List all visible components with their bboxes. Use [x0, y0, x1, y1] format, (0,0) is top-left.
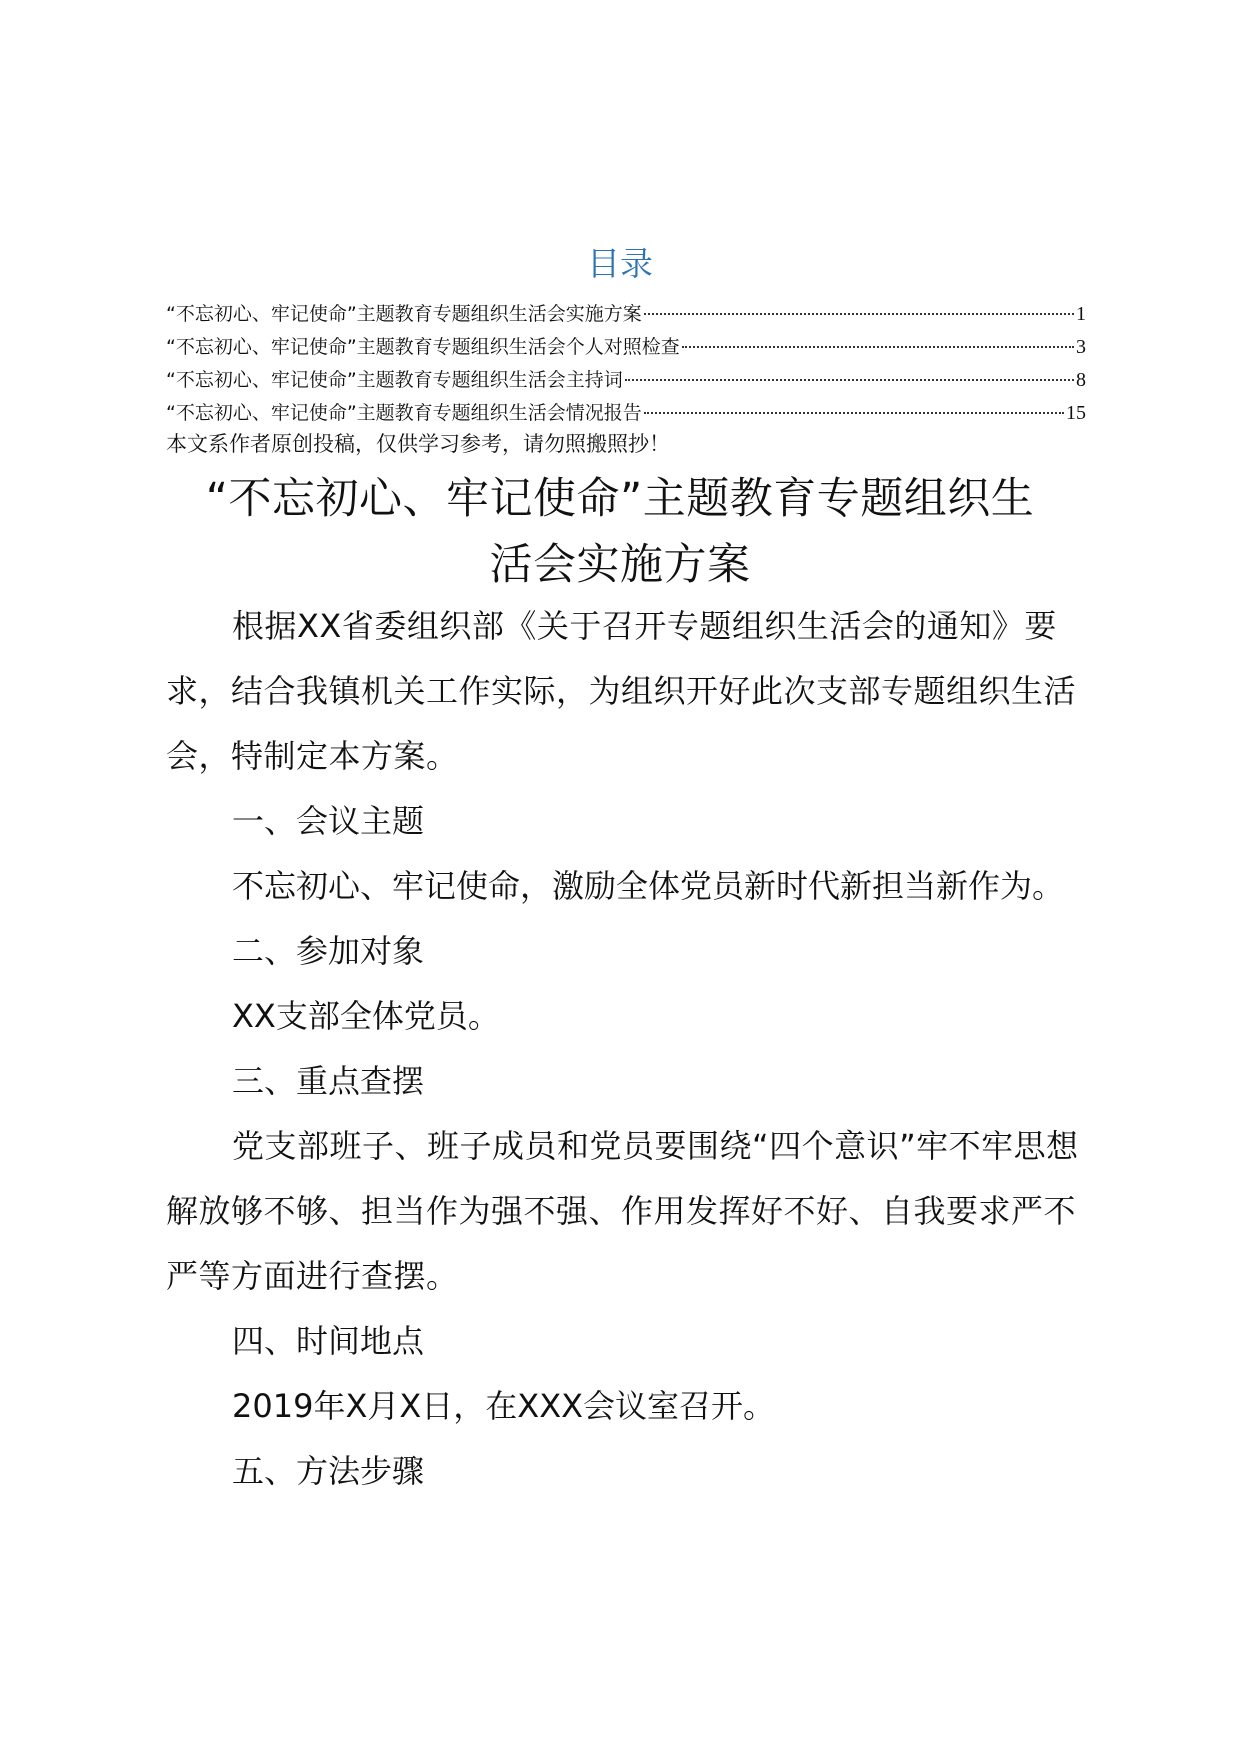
toc-entry-page: 15 — [1066, 402, 1086, 424]
author-notice: 本文系作者原创投稿，仅供学习参考，请勿照搬照抄！ — [166, 432, 670, 456]
toc-entry-title: “不忘初心、牢记使命”主题教育专题组织生活会情况报告 — [166, 402, 642, 424]
toc-entry[interactable] — [166, 364, 1086, 397]
section-heading: 五、方法步骤 — [232, 1452, 425, 1490]
section-heading: 四、时间地点 — [232, 1322, 425, 1360]
toc-entry-page: 1 — [1076, 303, 1086, 325]
toc-leader-dots — [644, 412, 1064, 414]
document-title-line-1: “不忘初心、牢记使命”主题教育专题组织生 — [205, 474, 1035, 524]
table-of-contents — [166, 298, 1086, 430]
toc-entry[interactable] — [166, 298, 1086, 331]
document-title — [150, 466, 1090, 598]
section-text: 2019年X月X日，在XXX会议室召开。 — [232, 1387, 776, 1425]
section-text: 不忘初心、牢记使命，激励全体党员新时代新担当新作为。 — [232, 867, 1065, 905]
toc-leader-dots — [682, 346, 1074, 348]
document-title-line-2: 活会实施方案 — [489, 540, 751, 590]
toc-entry-page: 8 — [1076, 369, 1086, 391]
toc-entry-title: “不忘初心、牢记使命”主题教育专题组织生活会个人对照检查 — [166, 336, 680, 358]
toc-leader-dots — [644, 313, 1074, 315]
section-heading: 一、会议主题 — [232, 802, 425, 840]
toc-entry-title: “不忘初心、牢记使命”主题教育专题组织生活会主持词 — [166, 369, 623, 391]
toc-entry-title: “不忘初心、牢记使命”主题教育专题组织生活会实施方案 — [166, 303, 642, 325]
toc-entry-page: 3 — [1076, 336, 1086, 358]
toc-entry[interactable] — [166, 331, 1086, 364]
toc-leader-dots — [625, 379, 1074, 381]
section-text: XX支部全体党员。 — [232, 997, 500, 1035]
section-text: 党支部班子、班子成员和党员要围绕“四个意识”牢不牢思想解放够不够、担当作为强不强、作用发挥好不好、自我要求严不严等方面进行查摆。 — [166, 1127, 1079, 1295]
toc-entry[interactable] — [166, 397, 1086, 430]
toc-title: 目录 — [587, 244, 653, 283]
section-heading: 二、参加对象 — [232, 932, 425, 970]
intro-paragraph: 根据XX省委组织部《关于召开专题组织生活会的通知》要求，结合我镇机关工作实际，为组织开好此次支部专题组织生活会，特制定本方案。 — [166, 607, 1077, 775]
section-heading: 三、重点查摆 — [232, 1062, 425, 1100]
document-body — [166, 594, 1086, 1504]
